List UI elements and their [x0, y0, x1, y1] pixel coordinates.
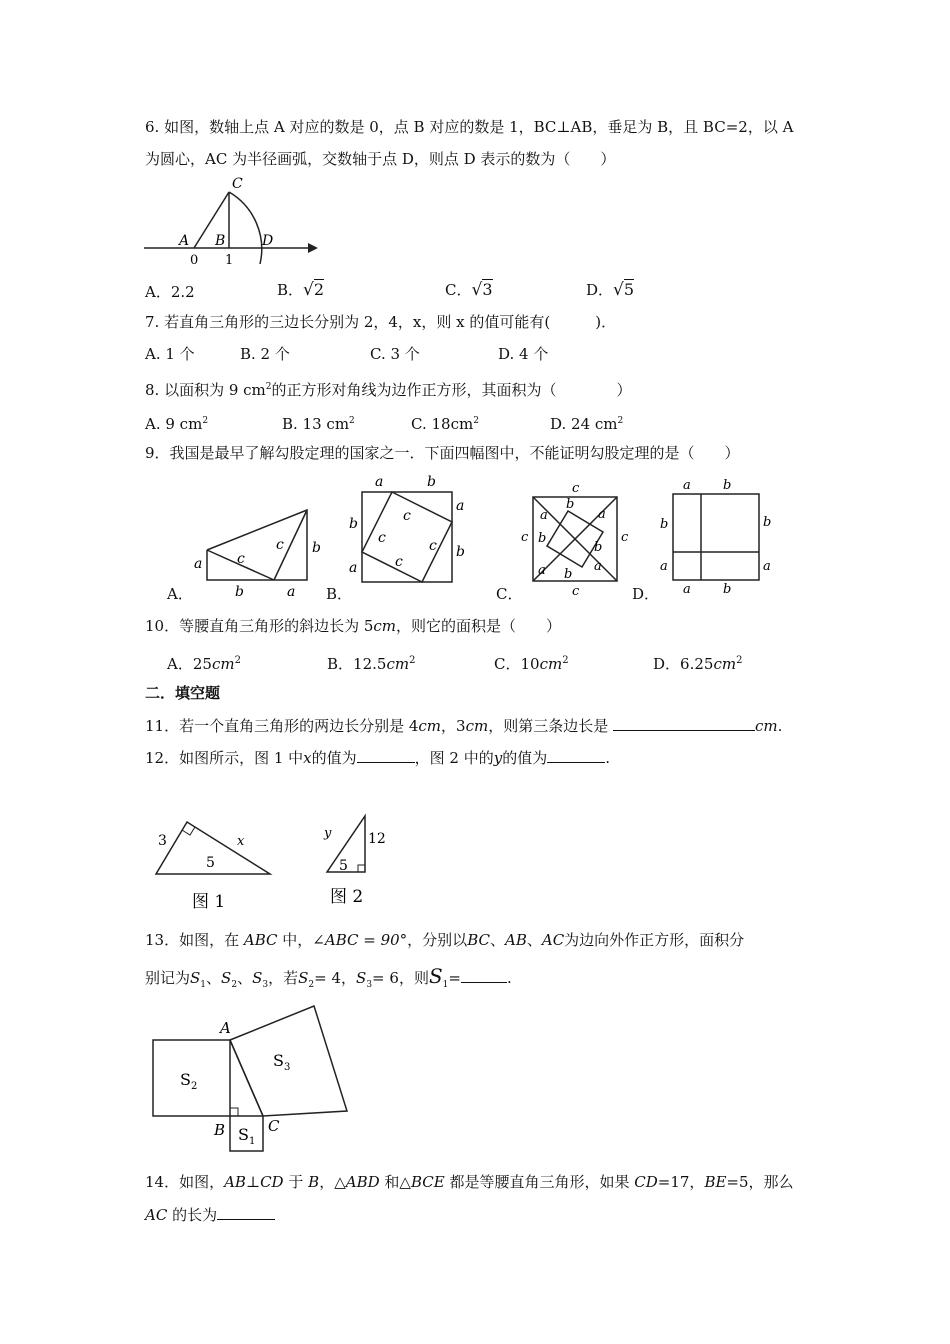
q14-text-line2: AC 的长为	[145, 1205, 275, 1225]
q9-figure-a	[190, 505, 325, 600]
svg-text:c: c	[572, 481, 580, 496]
svg-text:y: y	[324, 826, 332, 841]
svg-text:a: a	[660, 559, 668, 574]
q10-option-b[interactable]: B．$12.5cm^2$	[327, 655, 416, 673]
svg-text:3: 3	[158, 833, 167, 849]
svg-text:a: a	[456, 498, 465, 514]
svg-text:b: b	[538, 531, 547, 546]
svg-text:a: a	[598, 507, 606, 522]
svg-text:5: 5	[339, 858, 348, 874]
svg-text:S1: $S_1$	[238, 1125, 256, 1147]
svg-text:12: 12	[368, 831, 386, 847]
q8-option-b[interactable]: B. 13 $cm^2$	[282, 415, 355, 433]
q12-figure-1-caption: 图 1	[192, 892, 226, 912]
svg-text:b: b	[564, 567, 573, 582]
q6-number-line-figure	[140, 176, 325, 268]
svg-text:b: b	[763, 515, 772, 530]
q6-option-c[interactable]: C．√3	[445, 280, 493, 300]
svg-text:b: b	[349, 516, 358, 532]
svg-text:b: b	[594, 540, 603, 555]
svg-text:c: c	[276, 537, 284, 553]
svg-text:b: b	[723, 582, 732, 597]
svg-text:a: a	[683, 582, 691, 597]
svg-text:b: b	[312, 540, 321, 556]
svg-text:a: a	[538, 563, 546, 578]
q10-option-a[interactable]: A．$25cm^2$	[167, 655, 241, 673]
svg-text:c: c	[621, 530, 629, 545]
svg-text:b: b	[456, 544, 465, 560]
q8-option-a[interactable]: A. 9 $cm^2$	[145, 415, 209, 433]
q13-answer-blank[interactable]	[461, 968, 507, 983]
svg-text:c: c	[237, 551, 245, 567]
q12-figure-1	[150, 815, 280, 915]
q6-label-b: B	[215, 233, 226, 249]
svg-text:c: c	[378, 530, 386, 546]
q13-text-line2: 别记为$S_1$、$S_2$、$S_3$，若$S_2= 4$，$S_3= 6$，则$S_1=$ .	[145, 964, 512, 990]
q10-option-d[interactable]: D．$6.25cm^2$	[653, 655, 743, 673]
q6-label-d: D	[262, 233, 274, 249]
q7-option-c[interactable]: C. 3 个	[370, 345, 420, 363]
section-title-fill-in: 二．填空题	[145, 684, 221, 702]
q12-figure-2-caption: 图 2	[330, 887, 364, 907]
sqrt-symbol: √	[471, 280, 483, 300]
q6-option-d[interactable]: D．√5	[586, 280, 635, 300]
svg-text:S2: $S_2$	[180, 1070, 198, 1092]
svg-text:c: c	[521, 530, 529, 545]
svg-text:x: x	[237, 834, 245, 849]
svg-text:b: b	[660, 517, 669, 532]
q13-squares-figure	[148, 1000, 333, 1158]
q6-text-line1: 6. 如图，数轴上点 A 对应的数是 0，点 B 对应的数是 1，BC⊥AB，垂足为 B，且 BC=2，以 A	[145, 118, 794, 136]
q10-option-c[interactable]: C．$10cm^2$	[494, 655, 569, 673]
q14-text-line1: 14．如图，AB⊥CD 于 B，△ABD 和△BCE 都是等腰直角三角形，如果 CD=17，BE=5，那么	[145, 1173, 794, 1191]
q6-label-one: 1	[225, 253, 234, 268]
q14-answer-blank[interactable]	[217, 1205, 275, 1220]
q6-label-c: C	[232, 176, 243, 192]
svg-text:c: c	[403, 508, 411, 524]
svg-text:a: a	[194, 556, 203, 572]
svg-text:5: 5	[206, 855, 215, 871]
q9-figure-c	[518, 478, 636, 600]
svg-text:a: a	[594, 559, 602, 574]
q10-text: 10．等腰直角三角形的斜边长为 5cm，则它的面积是（ ）	[145, 617, 562, 635]
q7-text: 7. 若直角三角形的三边长分别为 2，4，x，则 x 的值可能有( )．	[145, 313, 617, 331]
q11-text: 11．若一个直角三角形的两边长分别是 4cm，3cm，则第三条边长是 cm.	[145, 717, 783, 735]
svg-text:a: a	[287, 584, 296, 600]
q7-option-a[interactable]: A. 1 个	[145, 345, 195, 363]
q12-figure-2	[318, 812, 398, 912]
svg-text:a: a	[540, 508, 548, 523]
q7-option-d[interactable]: D. 4 个	[498, 345, 549, 363]
q9-figure-d	[655, 474, 775, 600]
svg-text:c: c	[429, 538, 437, 554]
svg-text:S3: $S_3$	[273, 1051, 291, 1073]
q7-option-b[interactable]: B. 2 个	[240, 345, 290, 363]
q9-option-c[interactable]: C．	[496, 585, 523, 603]
q8-option-d[interactable]: D. 24 $cm^2$	[550, 415, 624, 433]
q9-option-a[interactable]: A．	[167, 585, 193, 603]
svg-text:b: b	[566, 497, 575, 512]
q9-text: 9．我国是最早了解勾股定理的国家之一．下面四幅图中，不能证明勾股定理的是（ ）	[145, 444, 740, 462]
q9-figure-b	[345, 470, 475, 600]
svg-text:a: a	[683, 478, 691, 493]
sqrt-symbol: √	[303, 280, 314, 300]
svg-text:c: c	[395, 554, 403, 570]
q12-answer-blank-x[interactable]	[357, 748, 415, 763]
q6-option-b[interactable]: B．√2	[277, 280, 325, 300]
svg-text:b: b	[235, 584, 244, 600]
q12-text: 12．如图所示，图 1 中x的值为 ，图 2 中的y的值为 .	[145, 749, 611, 767]
svg-text:C: C	[268, 1117, 280, 1135]
svg-text:b: b	[427, 474, 436, 490]
svg-text:b: b	[723, 478, 732, 493]
q9-option-b[interactable]: B．	[326, 585, 353, 603]
q6-option-a[interactable]: A．2.2	[145, 283, 195, 301]
q6-label-a: A	[179, 233, 190, 249]
q12-answer-blank-y[interactable]	[547, 748, 605, 763]
svg-text:a: a	[349, 560, 358, 576]
svg-text:a: a	[375, 474, 384, 490]
svg-text:B: B	[214, 1121, 226, 1139]
q9-option-d[interactable]: D．	[632, 585, 660, 603]
svg-text:a: a	[763, 559, 771, 574]
q11-answer-blank[interactable]	[613, 716, 755, 731]
q8-text: 8. 以面积为 9 $cm^2$的正方形对角线为边作正方形，其面积为（ ）	[145, 381, 632, 399]
q13-text-line1: 13．如图，在 ABC 中，∠ABC = 90°，分别以BC、AB、AC为边向外作正方形，面积分	[145, 931, 745, 949]
sqrt-symbol: √	[613, 280, 624, 300]
svg-text:c: c	[572, 584, 580, 599]
q8-option-c[interactable]: C. $18cm^2$	[411, 415, 479, 433]
q6-label-zero: 0	[190, 253, 199, 268]
q6-text-line2: 为圆心，AC 为半径画弧，交数轴于点 D，则点 D 表示的数为（ ）	[145, 150, 616, 168]
svg-text:A: A	[220, 1019, 231, 1037]
